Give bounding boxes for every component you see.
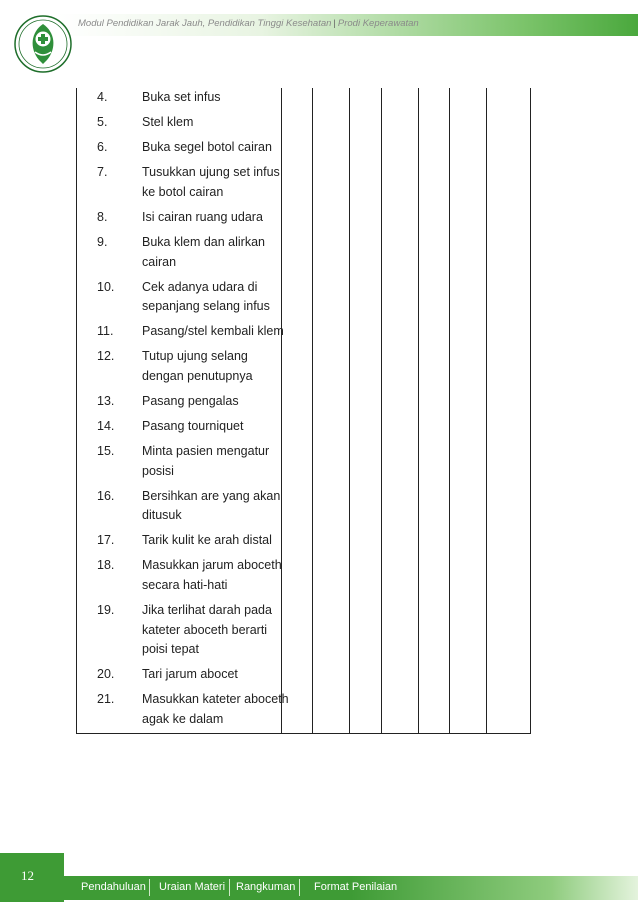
step-text [142, 665, 302, 685]
step-number: 4. [97, 90, 108, 104]
table-column-divider [418, 88, 419, 733]
step-text-line: Cek adanya udara di [142, 279, 258, 294]
procedure-step [97, 442, 277, 481]
step-text [142, 417, 302, 437]
procedure-step [97, 163, 280, 202]
nav-divider [229, 879, 230, 896]
step-text-line: ke botol cairan [142, 184, 224, 199]
step-number: 21. [97, 692, 115, 707]
step-text-line: Buka klem dan alirkan [142, 235, 265, 249]
step-text-line: Tari jarum abocet [142, 667, 238, 682]
procedure-step [97, 278, 277, 317]
step-number: 11. [97, 324, 114, 339]
procedure-step [97, 322, 284, 342]
step-text [142, 208, 302, 228]
step-text-line: poisi tepat [142, 642, 199, 656]
step-text-line: agak ke dalam [142, 711, 224, 726]
step-number: 5. [97, 115, 108, 130]
step-text-line: ditusuk [142, 508, 182, 523]
step-number: 13. [97, 393, 115, 408]
step-text-line: Tarik kulit ke arah distal [142, 533, 272, 548]
header-program: Prodi Keperawatan [337, 18, 419, 29]
step-number: 8. [97, 209, 108, 224]
procedure-step [97, 556, 282, 595]
step-text-line: Pasang/stel kembali klem [142, 324, 284, 339]
step-number: 10. [97, 279, 115, 294]
step-number: 18. [97, 558, 115, 573]
table-column-divider [312, 88, 313, 733]
procedure-step [97, 690, 289, 729]
step-text-line: secara hati-hati [142, 577, 228, 592]
nav-divider [299, 879, 300, 896]
nav-pendahuluan[interactable]: Pendahuluan [81, 881, 146, 893]
procedure-step [97, 347, 277, 386]
procedure-step [97, 233, 277, 272]
step-text-line: Masukkan kateter aboceth [142, 692, 289, 707]
step-text-line: Buka segel botol cairan [142, 140, 272, 155]
header-module-title: Modul Pendidikan Jarak Jauh, Pendidikan Tinggi Kesehatan [78, 18, 332, 29]
step-text [142, 442, 302, 481]
header-title [78, 18, 419, 29]
step-text-line: Tusukkan ujung set infus [142, 165, 280, 180]
step-text [142, 163, 302, 202]
step-number: 15. [97, 444, 115, 459]
page-number: 12 [21, 868, 34, 883]
step-text [142, 278, 302, 317]
step-text [142, 487, 302, 526]
procedure-step [97, 392, 277, 412]
step-text-line: Isi cairan ruang udara [142, 209, 263, 224]
step-text-line: Pasang tourniquet [142, 419, 244, 433]
step-text [142, 690, 302, 729]
step-text-line: Buka set infus [142, 90, 221, 104]
step-text-line: Jika terlihat darah pada [142, 603, 272, 617]
header-separator: | [333, 18, 336, 29]
nav-format-penilaian[interactable]: Format Penilaian [314, 881, 398, 893]
procedure-step [97, 208, 277, 228]
procedure-step [97, 487, 281, 526]
step-text-line: cairan [142, 254, 177, 269]
step-text [142, 113, 302, 133]
procedure-step [97, 601, 277, 660]
bakti-husada-logo [13, 8, 73, 80]
step-number: 12. [97, 349, 115, 364]
step-text [142, 601, 302, 660]
step-number: 17. [97, 533, 115, 548]
step-number: 20. [97, 667, 115, 682]
step-text-line: Bersihkan are yang akan [142, 488, 281, 503]
nav-rangkuman[interactable]: Rangkuman [236, 881, 296, 893]
procedure-step [97, 531, 277, 551]
step-text [142, 392, 302, 412]
step-text [142, 88, 302, 108]
nav-uraian-materi[interactable]: Uraian Materi [159, 881, 226, 893]
step-text [142, 347, 302, 386]
step-number: 14. [97, 419, 115, 433]
step-text [142, 138, 302, 158]
step-number: 7. [97, 165, 108, 180]
procedure-step [97, 417, 277, 437]
table-column-divider [381, 88, 382, 733]
procedure-step [97, 665, 277, 685]
step-text [142, 531, 302, 551]
step-text [142, 556, 302, 595]
procedure-step [97, 138, 277, 158]
step-text-line: Minta pasien mengatur [142, 444, 270, 459]
step-number: 6. [97, 140, 108, 155]
procedure-step [97, 113, 277, 133]
step-number: 19. [97, 603, 115, 617]
step-number: 9. [97, 235, 108, 249]
step-text-line: Stel klem [142, 115, 194, 130]
step-text-line: Masukkan jarum aboceth [142, 558, 282, 573]
step-text-line: Tutup ujung selang [142, 349, 248, 364]
step-text-line: posisi [142, 463, 174, 478]
step-text-line: dengan penutupnya [142, 368, 253, 383]
table-column-divider [349, 88, 350, 733]
step-text [142, 322, 302, 342]
step-text-line: Pasang pengalas [142, 393, 239, 408]
table-column-divider [449, 88, 450, 733]
step-text-line: kateter aboceth berarti [142, 622, 268, 637]
step-text [142, 233, 302, 272]
table-column-divider [486, 88, 487, 733]
checklist-table [76, 88, 531, 734]
procedure-step [97, 88, 277, 108]
nav-divider [149, 879, 150, 896]
step-number: 16. [97, 488, 115, 503]
step-text-line: sepanjang selang infus [142, 299, 270, 314]
